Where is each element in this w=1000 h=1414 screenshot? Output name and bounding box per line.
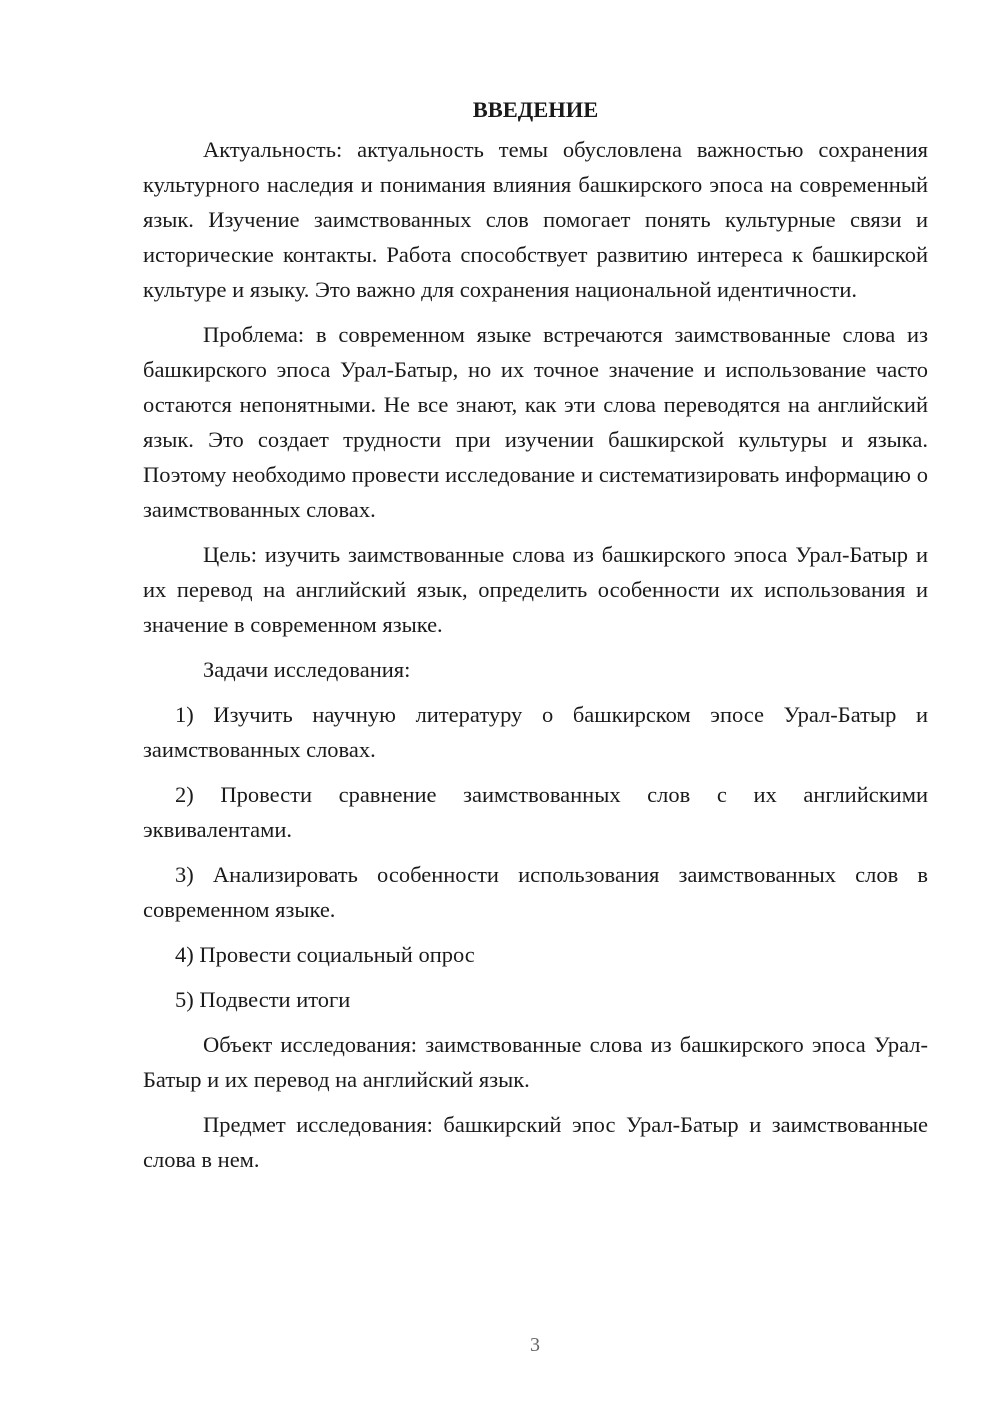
task-item-3: 3) Анализировать особенности использования заимствованных слов в современном языке.	[143, 862, 928, 922]
page-number: 3	[530, 1334, 540, 1356]
task-item-5: 5) Подвести итоги	[175, 987, 351, 1012]
paragraph-problem: Проблема: в современном языке встречаются заимствованные слова из башкирского эпоса Урал-Батыр, но их точное значение и использование часто остаются непонятными. Не все знают, как эти слова переводятся на английский язык. Это создает трудности при изучении башкирской культуры и языка. Поэтому необходимо провести исследование и систематизировать информацию о заимствованных словах.	[143, 322, 928, 522]
paragraph-relevance: Актуальность: актуальность темы обусловлена важностью сохранения культурного наследия и понимания влияния башкирского эпоса на современный язык. Изучение заимствованных слов помогает понять культурные связи и исторические контакты. Работа способствует развитию интереса к башкирской культуре и языку. Это важно для сохранения национальной идентичности.	[143, 137, 928, 302]
document-body	[143, 92, 928, 1187]
task-item-4: 4) Провести социальный опрос	[175, 942, 475, 967]
paragraph-object: Объект исследования: заимствованные слова из башкирского эпоса Урал-Батыр и их перевод на английский язык.	[143, 1032, 928, 1092]
paragraph-goal: Цель: изучить заимствованные слова из башкирского эпоса Урал-Батыр и их перевод на английский язык, определить особенности их использования и значение в современном языке.	[143, 542, 928, 637]
paragraph-subject: Предмет исследования: башкирский эпос Урал-Батыр и заимствованные слова в нем.	[143, 1112, 928, 1172]
section-heading: ВВЕДЕНИЕ	[472, 97, 599, 122]
task-item-2: 2) Провести сравнение заимствованных слов с их английскими эквивалентами.	[143, 782, 928, 842]
tasks-heading: Задачи исследования:	[203, 657, 411, 682]
task-item-1: 1) Изучить научную литературу о башкирском эпосе Урал-Батыр и заимствованных словах.	[143, 702, 928, 762]
